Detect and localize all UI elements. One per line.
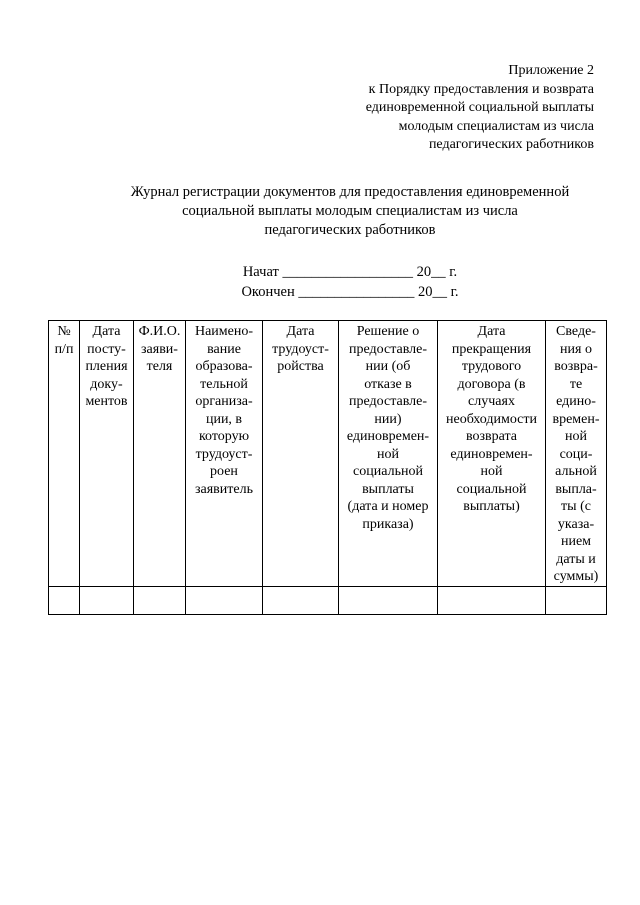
started-line: Начат __________________ 20__ г.: [242, 264, 458, 280]
column-header-number: [49, 321, 80, 587]
appendix-line: педагогических работников: [428, 137, 594, 152]
column-header-applicant-name: [134, 321, 186, 587]
appendix-line: молодым специалистам из числа: [398, 118, 594, 134]
appendix-header: [264, 62, 594, 155]
table-cell[interactable]: [49, 586, 80, 614]
column-header-receipt-date: [80, 321, 134, 587]
table-header-row: [49, 321, 607, 587]
table-cell[interactable]: [80, 586, 134, 614]
column-header-label: Ф.И.О. заяви- теля: [138, 324, 181, 374]
table-row: [49, 586, 607, 614]
column-header-label: № п/п: [54, 324, 74, 357]
column-header-label: Решение о предоставле- нии (об отказе в предоставле- нии) единовремен- ной социальной выплаты (дата и номер приказа): [346, 324, 430, 532]
column-header-refund-info: [546, 321, 607, 587]
finished-line: Окончен ________________ 20__ г.: [241, 283, 459, 300]
column-header-organization: [186, 321, 263, 587]
column-header-label: Сведе- ния о возвра- те едино- времен- ной соци- альной выпла- ты (с указа- нием даты и суммы): [552, 324, 600, 584]
column-header-employment-date: [263, 321, 339, 587]
appendix-line: к Порядку предоставления и возврата: [368, 81, 594, 97]
registration-table: [48, 320, 607, 615]
column-header-termination-date: [438, 321, 546, 587]
column-header-label: Дата посту- пления доку- ментов: [85, 324, 128, 409]
appendix-line: единовременной социальной выплаты: [365, 100, 594, 115]
table-cell[interactable]: [186, 586, 263, 614]
document-title: [60, 183, 640, 240]
table-cell[interactable]: [339, 586, 438, 614]
column-header-label: Дата прекращения трудового договора (в случаях необходимости возврата единовремен- ной социальной выплаты): [445, 324, 537, 514]
table-cell[interactable]: [546, 586, 607, 614]
title-line: Журнал регистрации документов для предоставления единовременной: [130, 184, 570, 200]
table-cell[interactable]: [134, 586, 186, 614]
column-header-label: Дата трудоуст- ройства: [272, 324, 329, 374]
appendix-line: Приложение 2: [508, 63, 594, 78]
title-line: социальной выплаты молодым специалистам из числа: [182, 203, 518, 219]
column-header-decision: [339, 321, 438, 587]
title-line: педагогических работников: [264, 222, 436, 238]
column-header-label: Наимено- вание образова- тельной организа- ции, в которую трудоуст- роен заявитель: [194, 324, 254, 497]
table-cell[interactable]: [438, 586, 546, 614]
table-cell[interactable]: [263, 586, 339, 614]
journal-period: [60, 263, 640, 302]
